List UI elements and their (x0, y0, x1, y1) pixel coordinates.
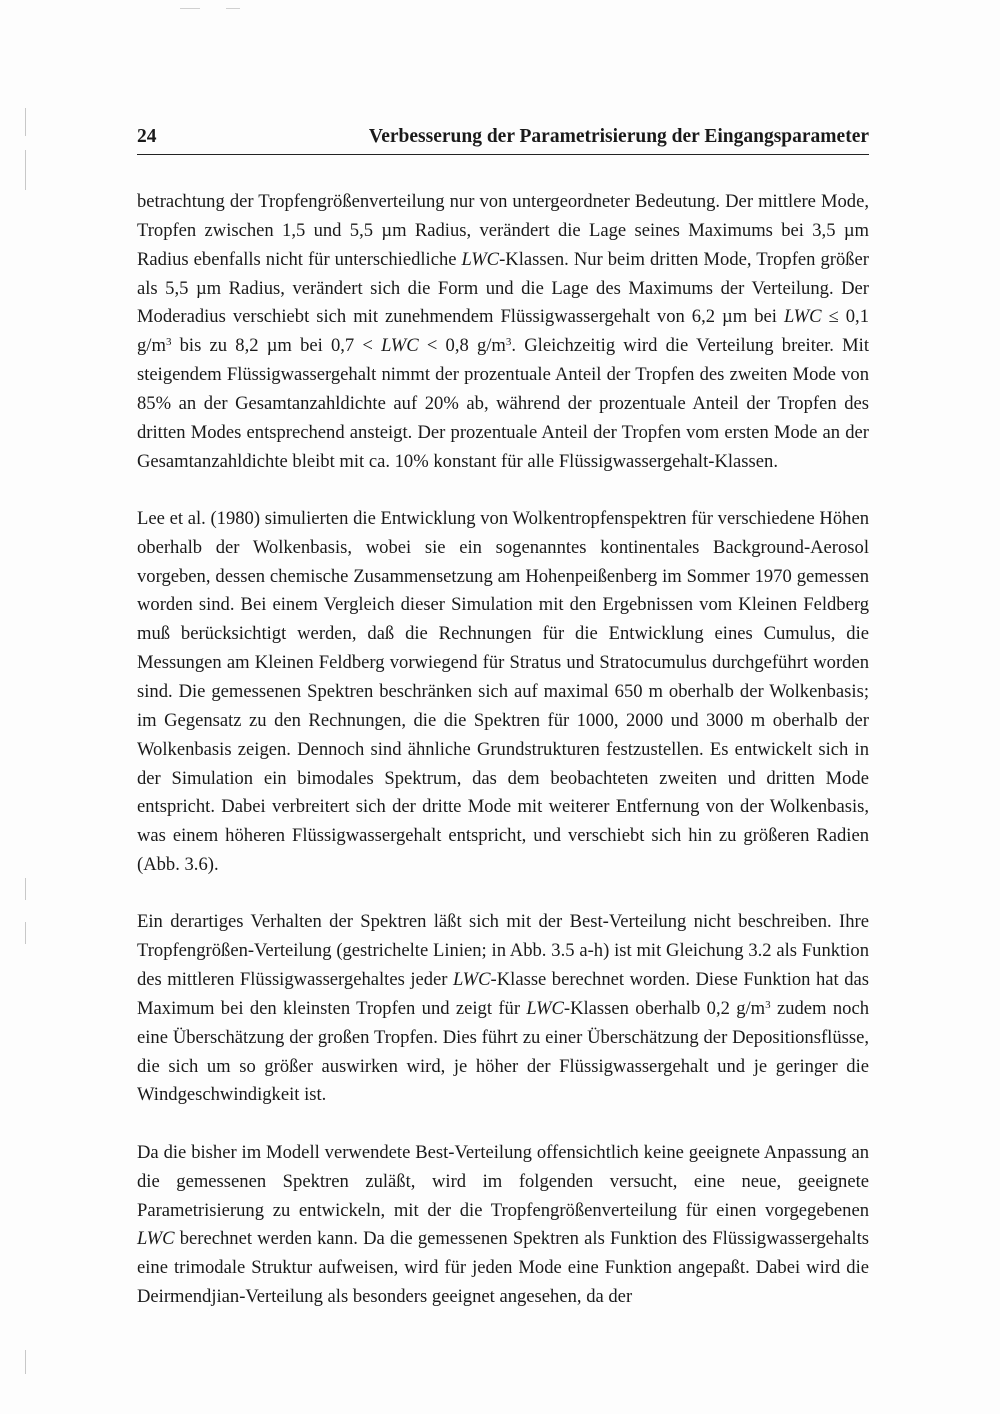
scan-edge-mark (25, 878, 26, 900)
scan-edge-mark (25, 922, 26, 944)
page-header (137, 124, 869, 155)
page-number: 24 (137, 126, 157, 147)
scan-edge-mark (25, 108, 26, 136)
scan-edge-mark (180, 8, 200, 9)
running-title: Verbesserung der Parametrisierung der Eingangsparameter (368, 126, 869, 147)
paragraph: betrachtung der Tropfengrößenverteilung nur von untergeordneter Bedeutung. Der mittlere Mode, Tropfen zwischen 1,5 und 5,5 µm Radius, verändert die Lage seines Maximums bei 3,5 µm Radius ebenfalls nicht für unterschiedliche LWC-Klassen. Nur beim dritten Mode, Tropfen größer als 5,5 µm Radius, verändert sich die Form und die Lage des Maximums der Verteilung. Der Moderadius verschiebt sich mit zunehmendem Flüssigwassergehalt von 6,2 µm bei LWC ≤ 0,1 $g/m^3$ bis zu 8,2 µm bei 0,7 < LWC < 0,8 $g/m^3$. Gleichzeitig wird die Verteilung breiter. Mit steigendem Flüssigwassergehalt nimmt der prozentuale Anteil der Tropfen des zweiten Mode von 85% an der Gesamtanzahldichte auf 20% ab, während der prozentuale Anteil der Tropfen des dritten Modes entsprechend ansteigt. Der prozentuale Anteil der Tropfen vom ersten Mode an der Gesamtanzahldichte bleibt mit ca. 10% konstant für alle Flüssigwassergehalt-Klassen. (137, 191, 869, 472)
scan-edge-mark (25, 150, 26, 190)
paragraph: Ein derartiges Verhalten der Spektren läßt sich mit der Best-Verteilung nicht beschreiben. Ihre Tropfengrößen-Verteilung (gestrichelte Linien; in Abb. 3.5 a-h) ist mit Gleichung 3.2 als Funktion des mittleren Flüssigwassergehaltes jeder LWC-Klasse berechnet worden. Diese Funktion hat das Maximum bei den kleinsten Tropfen und zeigt für LWC-Klassen oberhalb 0,2 $g/m^3$ zudem noch eine Überschätzung der großen Tropfen. Dies führt zu einer Überschätzung der Depositionsflüsse, die sich um so größer auswirken wird, je höher der Flüssigwassergehalt und je geringer die Windgeschwindigkeit ist. (137, 911, 869, 1106)
paragraph: Lee et al. (1980) simulierten die Entwicklung von Wolkentropfenspektren für verschiedene Höhen oberhalb der Wolkenbasis, wobei sie ein sogenanntes kontinentales Background-Aerosol vorgeben, dessen chemische Zusammensetzung am Hohenpeißenberg im Sommer 1970 gemessen worden sind. Bei einem Vergleich dieser Simulation mit den Ergebnissen vom Kleinen Feldberg muß berücksichtigt werden, daß die Rechnungen für die Entwicklung eines Cumulus, die Messungen am Kleinen Feldberg vorwiegend für Stratus und Stratocumulus durchgeführt worden sind. Die gemessenen Spektren beschränken sich auf maximal 650 m oberhalb der Wolkenbasis; im Gegensatz zu den Rechnungen, die die Spektren für 1000, 2000 und 3000 m oberhalb der Wolkenbasis zeigen. Dennoch sind ähnliche Grundstrukturen festzustellen. Es entwickelt sich in der Simulation ein bimodales Spektrum, das dem beobachteten zweiten und dritten Mode entspricht. Dabei verbreitert sich der dritte Mode mit weiterer Entfernung von der Wolkenbasis, was einem höheren Flüssigwassergehalt entspricht, und verschiebt sich hin zu größeren Radien (Abb. 3.6). (137, 507, 869, 876)
scan-edge-mark (25, 1350, 26, 1374)
scan-edge-mark (226, 8, 240, 9)
body-text (137, 188, 869, 1312)
paragraph: Da die bisher im Modell verwendete Best-Verteilung offensichtlich keine geeignete Anpassung an die gemessenen Spektren zuläßt, wird im folgenden versucht, eine neue, geeignete Parametrisierung zu entwickeln, mit der die Tropfengrößenverteilung für einen vorgegebenen LWC berechnet werden kann. Da die gemessenen Spektren als Funktion des Flüssigwassergehalts eine trimodale Struktur aufweisen, wird für jeden Mode eine Funktion angepaßt. Dabei wird die Deirmendjian-Verteilung als besonders geeignet angesehen, da der (137, 1141, 869, 1308)
